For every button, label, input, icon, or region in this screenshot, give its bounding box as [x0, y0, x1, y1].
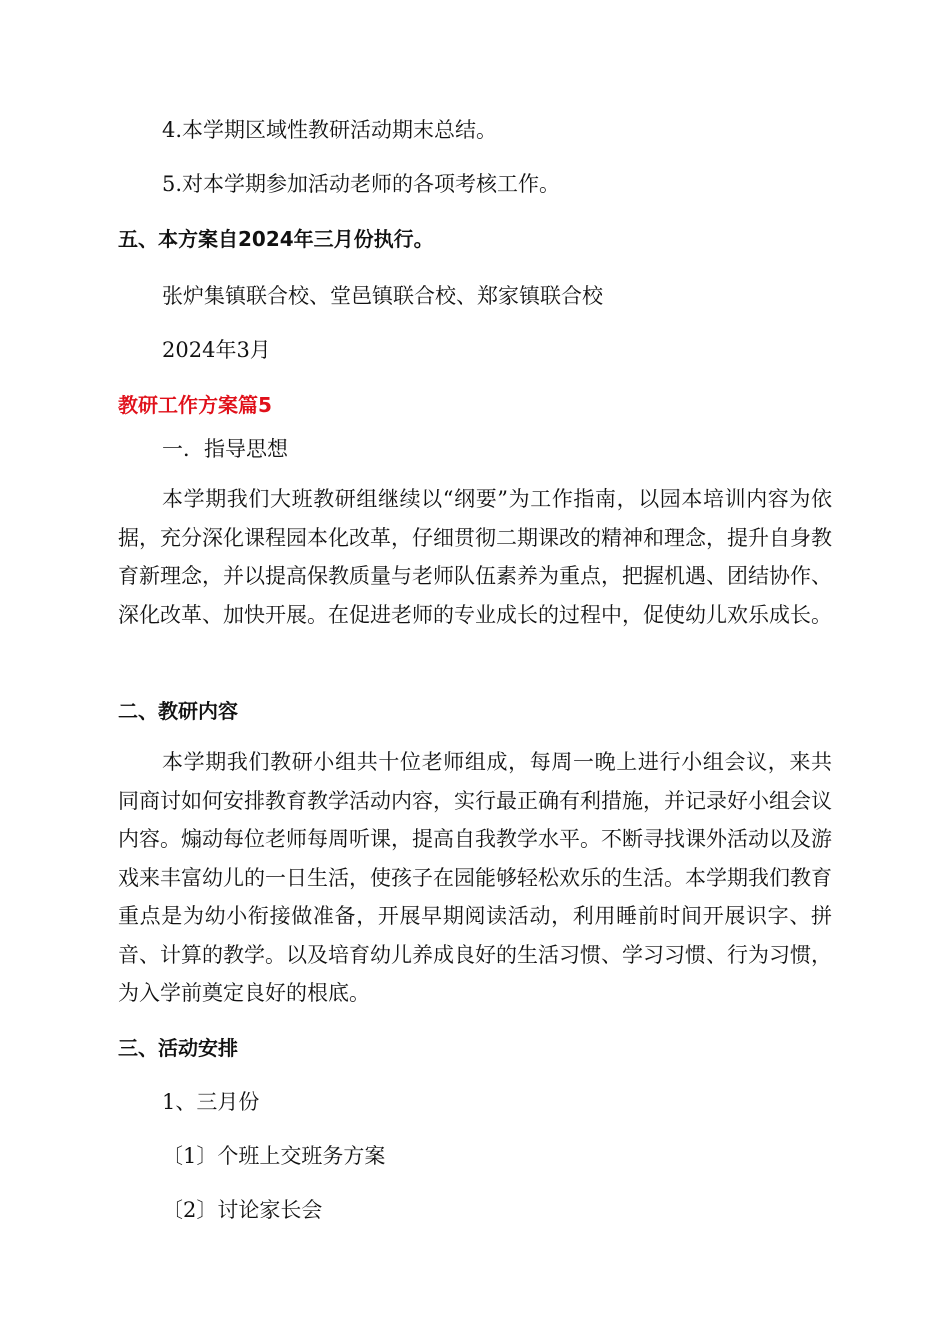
list-item: 5.对本学期参加活动老师的各项考核工作。	[162, 172, 561, 196]
article-title: 教研工作方案篇5	[118, 393, 272, 417]
section-heading: 一．指导思想	[162, 437, 288, 461]
section-heading: 三、活动安排	[118, 1036, 238, 1060]
paragraph: 本学期我们大班教研组继续以“纲要”为工作指南，以园本培训内容为依据，充分深化课程园本化改革，仔细贯彻二期课改的精神和理念，提升自身教育新理念，并以提高保教质量与老师队伍素养为重点，把握机遇、团结协作、深化改革、加快开展。在促进老师的专业成长的过程中，促使幼儿欢乐成长。	[118, 487, 832, 627]
list-item: 〔2〕讨论家长会	[162, 1198, 323, 1222]
signature-schools: 张炉集镇联合校、堂邑镇联合校、郑家镇联合校	[162, 284, 603, 308]
list-item: 1、三月份	[162, 1090, 260, 1114]
section-heading: 二、教研内容	[118, 699, 238, 723]
list-item: 〔1〕个班上交班务方案	[162, 1144, 386, 1168]
signature-date: 2024年3月	[162, 338, 271, 362]
list-item: 4.本学期区域性教研活动期末总结。	[162, 118, 498, 142]
paragraph: 本学期我们教研小组共十位老师组成，每周一晚上进行小组会议，来共同商讨如何安排教育教学活动内容，实行最正确有利措施，并记录好小组会议内容。煽动每位老师每周听课，提高自我教学水平。不断寻找课外活动以及游戏来丰富幼儿的一日生活，使孩子在园能够轻松欢乐的生活。本学期我们教育重点是为幼小衔接做准备，开展早期阅读活动，利用睡前时间开展识字、拼音、计算的教学。以及培育幼儿养成良好的生活习惯、学习习惯、行为习惯，为入学前奠定良好的根底。	[118, 750, 832, 1005]
section-heading: 五、本方案自2024年三月份执行。	[118, 227, 434, 251]
